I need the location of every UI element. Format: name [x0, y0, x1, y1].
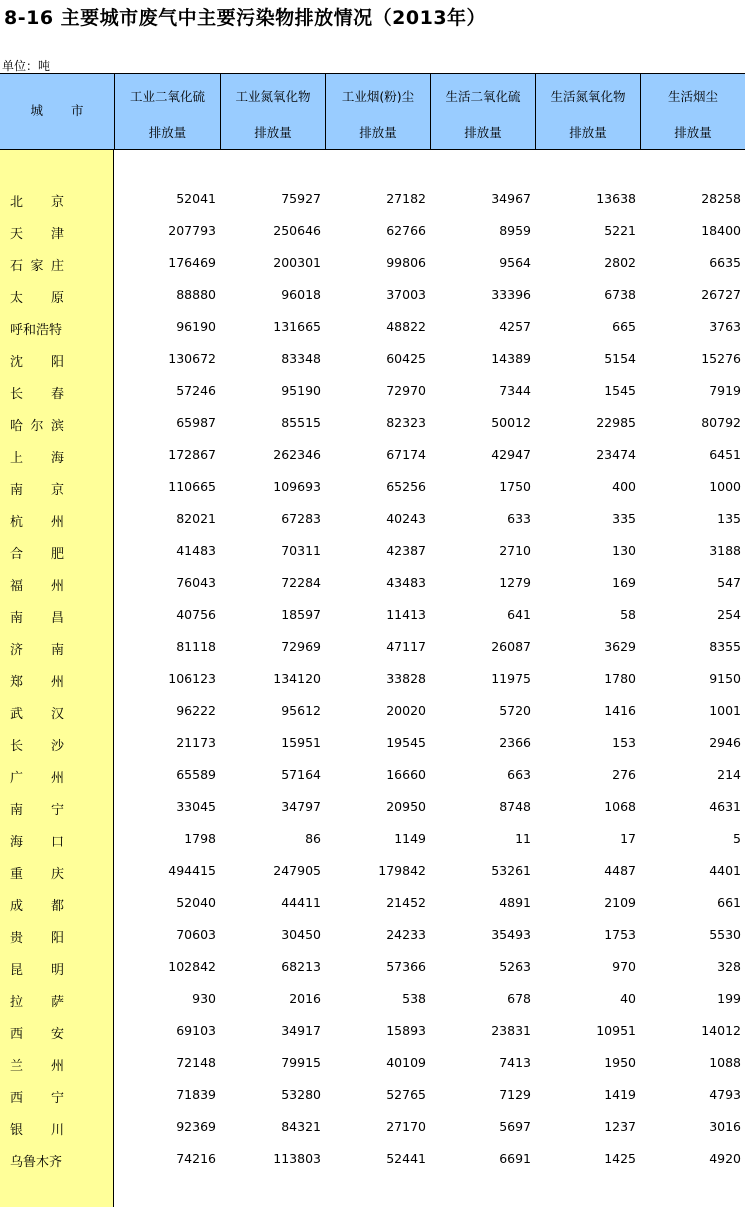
value-cell: 2016 — [289, 991, 321, 1006]
table-row — [0, 215, 745, 247]
value-cell: 92369 — [176, 1119, 216, 1134]
column-header-industrial-so2 — [114, 73, 220, 149]
value-cell: 81118 — [176, 639, 216, 654]
value-cell: 47117 — [386, 639, 426, 654]
table-row — [0, 1079, 745, 1111]
value-cell: 1750 — [499, 479, 531, 494]
value-cell: 494415 — [168, 863, 216, 878]
value-cell: 76043 — [176, 575, 216, 590]
value-cell: 8748 — [499, 799, 531, 814]
value-cell: 72148 — [176, 1055, 216, 1070]
table-row — [0, 823, 745, 855]
column-header-line1: 生活氮氧化物 — [550, 89, 626, 104]
city-name: 兰州 — [10, 1059, 64, 1074]
value-cell: 547 — [717, 575, 741, 590]
city-name: 贵阳 — [10, 931, 64, 946]
city-name: 郑州 — [10, 675, 64, 690]
table-row — [0, 695, 745, 727]
value-cell: 70311 — [281, 543, 321, 558]
table-top-border — [0, 73, 745, 74]
value-cell: 14012 — [701, 1023, 741, 1038]
value-cell: 1279 — [499, 575, 531, 590]
table-row — [0, 471, 745, 503]
value-cell: 1416 — [604, 703, 636, 718]
value-cell: 2366 — [499, 735, 531, 750]
value-cell: 42387 — [386, 543, 426, 558]
value-cell: 207793 — [168, 223, 216, 238]
value-cell: 79915 — [281, 1055, 321, 1070]
city-name: 南宁 — [10, 803, 64, 818]
value-cell: 1950 — [604, 1055, 636, 1070]
column-header-industrial-dust — [325, 73, 430, 149]
value-cell: 930 — [192, 991, 216, 1006]
table-row — [0, 503, 745, 535]
value-cell: 169 — [612, 575, 636, 590]
value-cell: 7413 — [499, 1055, 531, 1070]
value-cell: 20020 — [386, 703, 426, 718]
value-cell: 40243 — [386, 511, 426, 526]
value-cell: 7129 — [499, 1087, 531, 1102]
column-header-line1: 工业氮氧化物 — [235, 89, 311, 104]
table-row — [0, 855, 745, 887]
value-cell: 18597 — [281, 607, 321, 622]
value-cell: 665 — [612, 319, 636, 334]
city-name: 北京 — [10, 195, 64, 210]
city-name: 天津 — [10, 227, 64, 242]
value-cell: 1088 — [709, 1055, 741, 1070]
value-cell: 172867 — [168, 447, 216, 462]
value-cell: 52041 — [176, 191, 216, 206]
value-cell: 14389 — [491, 351, 531, 366]
value-cell: 276 — [612, 767, 636, 782]
value-cell: 30450 — [281, 927, 321, 942]
value-cell: 21452 — [386, 895, 426, 910]
value-cell: 57164 — [281, 767, 321, 782]
value-cell: 5263 — [499, 959, 531, 974]
value-cell: 130 — [612, 543, 636, 558]
value-cell: 34917 — [281, 1023, 321, 1038]
value-cell: 42947 — [491, 447, 531, 462]
value-cell: 83348 — [281, 351, 321, 366]
value-cell: 2802 — [604, 255, 636, 270]
table-row — [0, 951, 745, 983]
value-cell: 200301 — [273, 255, 321, 270]
value-cell: 641 — [507, 607, 531, 622]
value-cell: 1068 — [604, 799, 636, 814]
value-cell: 52441 — [386, 1151, 426, 1166]
value-cell: 53280 — [281, 1087, 321, 1102]
column-header-line1: 生活烟尘 — [667, 89, 718, 104]
value-cell: 3763 — [709, 319, 741, 334]
value-cell: 33396 — [491, 287, 531, 302]
value-cell: 50012 — [491, 415, 531, 430]
unit-label: 单位：吨 — [2, 59, 51, 73]
value-cell: 40109 — [386, 1055, 426, 1070]
value-cell: 67174 — [386, 447, 426, 462]
column-header-domestic-nox — [535, 73, 640, 149]
city-name: 沈阳 — [10, 355, 64, 370]
value-cell: 60425 — [386, 351, 426, 366]
value-cell: 72970 — [386, 383, 426, 398]
value-cell: 4793 — [709, 1087, 741, 1102]
value-cell: 5720 — [499, 703, 531, 718]
value-cell: 2109 — [604, 895, 636, 910]
value-cell: 28258 — [701, 191, 741, 206]
value-cell: 1149 — [394, 831, 426, 846]
city-name: 银川 — [10, 1123, 64, 1138]
value-cell: 1425 — [604, 1151, 636, 1166]
value-cell: 110665 — [168, 479, 216, 494]
value-cell: 99806 — [386, 255, 426, 270]
column-header-line2: 排放量 — [148, 125, 187, 140]
value-cell: 88880 — [176, 287, 216, 302]
column-header-line2: 排放量 — [674, 125, 712, 140]
emissions-table — [0, 73, 745, 1207]
value-cell: 1545 — [604, 383, 636, 398]
value-cell: 5 — [733, 831, 741, 846]
value-cell: 5697 — [499, 1119, 531, 1134]
table-row — [0, 727, 745, 759]
city-name: 南昌 — [10, 611, 64, 626]
table-row — [0, 375, 745, 407]
value-cell: 95190 — [281, 383, 321, 398]
value-cell: 250646 — [273, 223, 321, 238]
value-cell: 4631 — [709, 799, 741, 814]
value-cell: 16660 — [386, 767, 426, 782]
value-cell: 48822 — [386, 319, 426, 334]
value-cell: 15276 — [701, 351, 741, 366]
value-cell: 23831 — [491, 1023, 531, 1038]
city-name: 合肥 — [10, 547, 64, 562]
value-cell: 153 — [612, 735, 636, 750]
city-name: 拉萨 — [10, 995, 64, 1010]
value-cell: 86 — [305, 831, 321, 846]
value-cell: 5530 — [709, 927, 741, 942]
value-cell: 335 — [612, 511, 636, 526]
city-name: 杭州 — [10, 515, 64, 530]
column-header-industrial-nox — [220, 73, 325, 149]
value-cell: 4920 — [709, 1151, 741, 1166]
city-name: 呼和浩特 — [10, 323, 63, 338]
value-cell: 3016 — [709, 1119, 741, 1134]
value-cell: 82323 — [386, 415, 426, 430]
value-cell: 65256 — [386, 479, 426, 494]
city-column-header: 城 市 — [0, 73, 114, 149]
value-cell: 4487 — [604, 863, 636, 878]
value-cell: 57246 — [176, 383, 216, 398]
value-cell: 130672 — [168, 351, 216, 366]
value-cell: 41483 — [176, 543, 216, 558]
column-header-domestic-so2 — [430, 73, 535, 149]
value-cell: 176469 — [168, 255, 216, 270]
value-cell: 15893 — [386, 1023, 426, 1038]
table-row — [0, 919, 745, 951]
value-cell: 95612 — [281, 703, 321, 718]
value-cell: 65987 — [176, 415, 216, 430]
value-cell: 2710 — [499, 543, 531, 558]
value-cell: 34797 — [281, 799, 321, 814]
value-cell: 53261 — [491, 863, 531, 878]
city-name: 乌鲁木齐 — [10, 1155, 63, 1170]
value-cell: 11975 — [491, 671, 531, 686]
table-row — [0, 1143, 745, 1175]
column-header-line2: 排放量 — [464, 125, 502, 140]
value-cell: 6738 — [604, 287, 636, 302]
value-cell: 254 — [717, 607, 741, 622]
city-name: 成都 — [10, 899, 64, 914]
value-cell: 72969 — [281, 639, 321, 654]
value-cell: 71839 — [176, 1087, 216, 1102]
value-cell: 96222 — [176, 703, 216, 718]
value-cell: 27170 — [386, 1119, 426, 1134]
value-cell: 26087 — [491, 639, 531, 654]
table-row — [0, 535, 745, 567]
value-cell: 633 — [507, 511, 531, 526]
value-cell: 69103 — [176, 1023, 216, 1038]
value-cell: 68213 — [281, 959, 321, 974]
value-cell: 70603 — [176, 927, 216, 942]
value-cell: 661 — [717, 895, 741, 910]
value-cell: 33045 — [176, 799, 216, 814]
city-name: 济南 — [10, 643, 64, 658]
value-cell: 2946 — [709, 735, 741, 750]
value-cell: 34967 — [491, 191, 531, 206]
value-cell: 134120 — [273, 671, 321, 686]
value-cell: 33828 — [386, 671, 426, 686]
value-cell: 17 — [620, 831, 636, 846]
value-cell: 4891 — [499, 895, 531, 910]
table-row — [0, 439, 745, 471]
value-cell: 970 — [612, 959, 636, 974]
column-header-line1: 工业烟(粉)尘 — [341, 89, 415, 104]
value-cell: 13638 — [596, 191, 636, 206]
value-cell: 74216 — [176, 1151, 216, 1166]
value-cell: 1798 — [184, 831, 216, 846]
value-cell: 44411 — [281, 895, 321, 910]
value-cell: 131665 — [273, 319, 321, 334]
value-cell: 199 — [717, 991, 741, 1006]
value-cell: 80792 — [701, 415, 741, 430]
value-cell: 96190 — [176, 319, 216, 334]
value-cell: 179842 — [378, 863, 426, 878]
table-row — [0, 311, 745, 343]
value-cell: 24233 — [386, 927, 426, 942]
value-cell: 328 — [717, 959, 741, 974]
value-cell: 1001 — [709, 703, 741, 718]
column-header-line2: 排放量 — [254, 125, 292, 140]
value-cell: 1780 — [604, 671, 636, 686]
value-cell: 82021 — [176, 511, 216, 526]
value-cell: 57366 — [386, 959, 426, 974]
value-cell: 20950 — [386, 799, 426, 814]
value-cell: 85515 — [281, 415, 321, 430]
value-cell: 52040 — [176, 895, 216, 910]
value-cell: 11 — [515, 831, 531, 846]
table-row — [0, 279, 745, 311]
value-cell: 19545 — [386, 735, 426, 750]
table-row — [0, 183, 745, 215]
table-row — [0, 407, 745, 439]
table-row — [0, 599, 745, 631]
city-name: 武汉 — [10, 707, 64, 722]
city-name: 福州 — [10, 579, 64, 594]
value-cell: 6691 — [499, 1151, 531, 1166]
value-cell: 9564 — [499, 255, 531, 270]
value-cell: 43483 — [386, 575, 426, 590]
column-header-line2: 排放量 — [569, 125, 607, 140]
value-cell: 67283 — [281, 511, 321, 526]
value-cell: 5154 — [604, 351, 636, 366]
value-cell: 135 — [717, 511, 741, 526]
value-cell: 106123 — [168, 671, 216, 686]
value-cell: 6451 — [709, 447, 741, 462]
city-name: 重庆 — [10, 867, 64, 882]
value-cell: 247905 — [273, 863, 321, 878]
value-cell: 15951 — [281, 735, 321, 750]
value-cell: 18400 — [701, 223, 741, 238]
value-cell: 4401 — [709, 863, 741, 878]
value-cell: 7919 — [709, 383, 741, 398]
value-cell: 1419 — [604, 1087, 636, 1102]
table-row — [0, 343, 745, 375]
value-cell: 538 — [402, 991, 426, 1006]
city-name: 太原 — [10, 291, 64, 306]
city-name: 西安 — [10, 1027, 64, 1042]
column-header-line1: 生活二氧化硫 — [445, 89, 521, 104]
table-row — [0, 247, 745, 279]
value-cell: 7344 — [499, 383, 531, 398]
value-cell: 22985 — [596, 415, 636, 430]
value-cell: 663 — [507, 767, 531, 782]
value-cell: 75927 — [281, 191, 321, 206]
city-name: 广州 — [10, 771, 64, 786]
page-title: 8-16 主要城市废气中主要污染物排放情况（2013年） — [4, 7, 487, 29]
value-cell: 214 — [717, 767, 741, 782]
table-row — [0, 1111, 745, 1143]
value-cell: 37003 — [386, 287, 426, 302]
table-row — [0, 1015, 745, 1047]
city-name: 海口 — [10, 835, 64, 850]
column-header-line1: 工业二氧化硫 — [129, 89, 205, 104]
city-name: 长沙 — [10, 739, 64, 754]
value-cell: 23474 — [596, 447, 636, 462]
column-header-domestic-soot — [640, 73, 745, 149]
table-row — [0, 983, 745, 1015]
table-row — [0, 567, 745, 599]
value-cell: 1000 — [709, 479, 741, 494]
value-cell: 102842 — [168, 959, 216, 974]
column-header-line2: 排放量 — [359, 125, 397, 140]
value-cell: 109693 — [273, 479, 321, 494]
table-row — [0, 631, 745, 663]
value-cell: 10951 — [596, 1023, 636, 1038]
value-cell: 8959 — [499, 223, 531, 238]
table-row — [0, 791, 745, 823]
value-cell: 1753 — [604, 927, 636, 942]
value-cell: 65589 — [176, 767, 216, 782]
value-cell: 262346 — [273, 447, 321, 462]
value-cell: 62766 — [386, 223, 426, 238]
value-cell: 3188 — [709, 543, 741, 558]
value-cell: 113803 — [273, 1151, 321, 1166]
table-row — [0, 759, 745, 791]
value-cell: 26727 — [701, 287, 741, 302]
value-cell: 72284 — [281, 575, 321, 590]
value-cell: 58 — [620, 607, 636, 622]
city-name: 石家庄 — [10, 259, 64, 274]
value-cell: 4257 — [499, 319, 531, 334]
value-cell: 27182 — [386, 191, 426, 206]
value-cell: 11413 — [386, 607, 426, 622]
value-cell: 96018 — [281, 287, 321, 302]
value-cell: 5221 — [604, 223, 636, 238]
value-cell: 40 — [620, 991, 636, 1006]
city-name: 昆明 — [10, 963, 64, 978]
city-name: 哈尔滨 — [10, 419, 64, 434]
city-name: 上海 — [10, 451, 64, 466]
table-row — [0, 887, 745, 919]
city-name: 西宁 — [10, 1091, 64, 1106]
value-cell: 21173 — [176, 735, 216, 750]
value-cell: 3629 — [604, 639, 636, 654]
value-cell: 35493 — [491, 927, 531, 942]
value-cell: 9150 — [709, 671, 741, 686]
table-row — [0, 663, 745, 695]
city-name: 长春 — [10, 387, 64, 402]
value-cell: 1237 — [604, 1119, 636, 1134]
table-row — [0, 1047, 745, 1079]
value-cell: 400 — [612, 479, 636, 494]
value-cell: 6635 — [709, 255, 741, 270]
value-cell: 678 — [507, 991, 531, 1006]
value-cell: 8355 — [709, 639, 741, 654]
value-cell: 40756 — [176, 607, 216, 622]
city-name: 南京 — [10, 483, 64, 498]
value-cell: 84321 — [281, 1119, 321, 1134]
value-cell: 52765 — [386, 1087, 426, 1102]
